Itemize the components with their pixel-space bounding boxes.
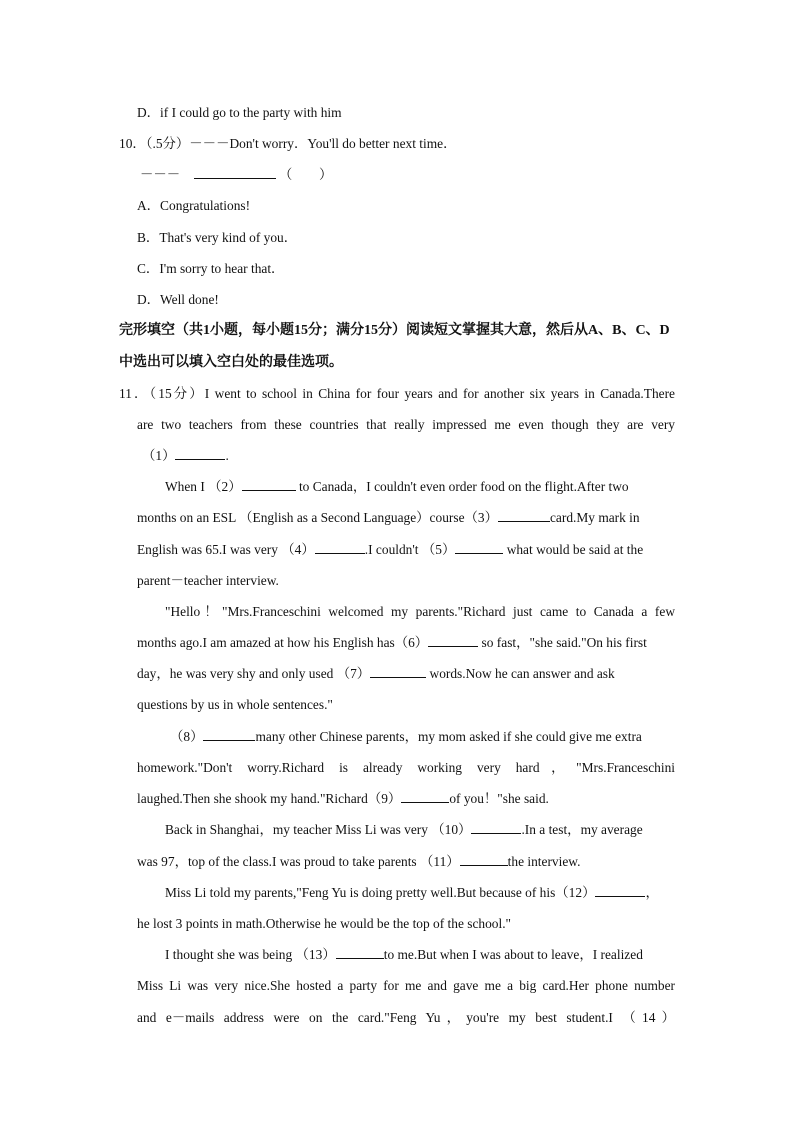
q11-line-8: "Hello！"Mrs.Franceschini welcomed my parents."Richard just came to Canada a few (165, 604, 675, 619)
q11-text: words.Now he can answer and ask (426, 666, 615, 681)
q11-line-6 (137, 541, 643, 559)
q11-text: laughed.Then she shook my hand."Richard（9） (137, 791, 402, 806)
q11-text: the interview. (507, 854, 581, 869)
q11-text: to Canada，I couldn't even order food on the flight.After two (295, 479, 629, 494)
q10-reply-dashes: －－－ (140, 167, 181, 182)
answer-blank (370, 665, 426, 678)
q11-text: months ago.I am amazed at how his English has（6） (137, 635, 429, 650)
q11-line-18: he lost 3 points in math.Otherwise he would be the top of the school." (137, 916, 512, 931)
answer-blank (336, 946, 384, 959)
answer-blank (203, 728, 255, 741)
q11-line-3 (142, 447, 229, 465)
q11-text: to me.But when I was about to leave，I realized (383, 947, 643, 962)
q11-line-13: homework."Don't worry.Richard is already working very hard，"Mrs.Franceschini (137, 760, 675, 775)
answer-blank (460, 853, 508, 866)
q11-text: .I couldn't （5） (364, 542, 456, 557)
q10-option-b: B．That's very kind of you． (137, 230, 298, 245)
q11-text: When I （2） (165, 479, 242, 494)
q11-line-16 (137, 853, 580, 871)
q11-text: months on an ESL （English as a Second Language）course（3） (137, 510, 498, 525)
q11-text: Miss Li told my parents,"Feng Yu is doing pretty well.But because of his（12） (165, 885, 596, 900)
q11-text: .In a test，my average (521, 822, 643, 837)
q11-text: ， (645, 885, 659, 900)
q11-line-9 (137, 634, 647, 652)
q11-text: many other Chinese parents，my mom asked if she could give me extra (255, 729, 642, 744)
q11-text: English was 65.I was very （4） (137, 542, 315, 557)
q11-line-10 (137, 665, 615, 683)
q10-header: 10．（.5分）－－－Don't worry．You'll do better next time． (119, 136, 457, 151)
section-heading-line2: 中选出可以填入空白处的最佳选项。 (119, 355, 343, 370)
q11-line-20: Miss Li was very nice.She hosted a party for me and gave me a big card.Her phone number (137, 978, 675, 993)
answer-blank (401, 790, 449, 803)
q11-text: . (225, 448, 229, 463)
q9-option-d: D．if I could go to the party with him (137, 105, 342, 120)
q11-text: of you！"she said. (449, 791, 549, 806)
q10-option-c: C．I'm sorry to hear that． (137, 261, 285, 276)
answer-blank (471, 821, 521, 834)
q11-blank-label-8: （8） (170, 729, 204, 744)
q11-line-1: 11．（15分）I went to school in China for four years and for another six years in Canada.There (119, 386, 675, 401)
q11-text: card.My mark in (549, 510, 640, 525)
q11-line-12 (170, 728, 642, 746)
answer-blank (428, 634, 478, 647)
q11-line-4 (165, 478, 629, 496)
q10-reply (140, 166, 332, 184)
q11-line-21: and e－mails address were on the card."Feng Yu，you're my best student.I （14） (137, 1010, 675, 1025)
q11-text: so fast，"she said."On his first (478, 635, 647, 650)
q11-blank-label-1: （1） (142, 448, 176, 463)
q11-text: Back in Shanghai，my teacher Miss Li was very （10） (165, 822, 472, 837)
q11-line-11: questions by us in whole sentences." (137, 697, 333, 712)
q11-text: day，he was very shy and only used （7） (137, 666, 371, 681)
q11-text: was 97，top of the class.I was proud to take parents （11） (137, 854, 460, 869)
answer-blank (175, 447, 225, 460)
answer-blank (498, 509, 550, 522)
answer-blank (194, 166, 276, 179)
answer-blank (595, 884, 645, 897)
q11-line-7: parent－teacher interview. (137, 573, 279, 588)
q11-line-14 (137, 790, 549, 808)
q11-text: I thought she was being （13） (165, 947, 336, 962)
q10-option-a: A．Congratulations! (137, 198, 251, 213)
answer-blank (455, 541, 503, 554)
q11-line-17 (165, 884, 659, 902)
q11-line-15 (165, 821, 643, 839)
answer-blank (315, 541, 365, 554)
q10-option-d: D．Well done! (137, 292, 219, 307)
section-heading-line1: 完形填空（共1小题，每小题15分；满分15分）阅读短文掌握其大意，然后从A、B、C、D (119, 323, 670, 338)
q11-line-19 (165, 946, 643, 964)
q11-line-5 (137, 509, 640, 527)
q10-answer-paren: （ ） (278, 167, 333, 182)
q11-line-2: are two teachers from these countries that really impressed me even though they are very (137, 417, 675, 432)
q11-text: what would be said at the (503, 542, 644, 557)
answer-blank (242, 478, 296, 491)
